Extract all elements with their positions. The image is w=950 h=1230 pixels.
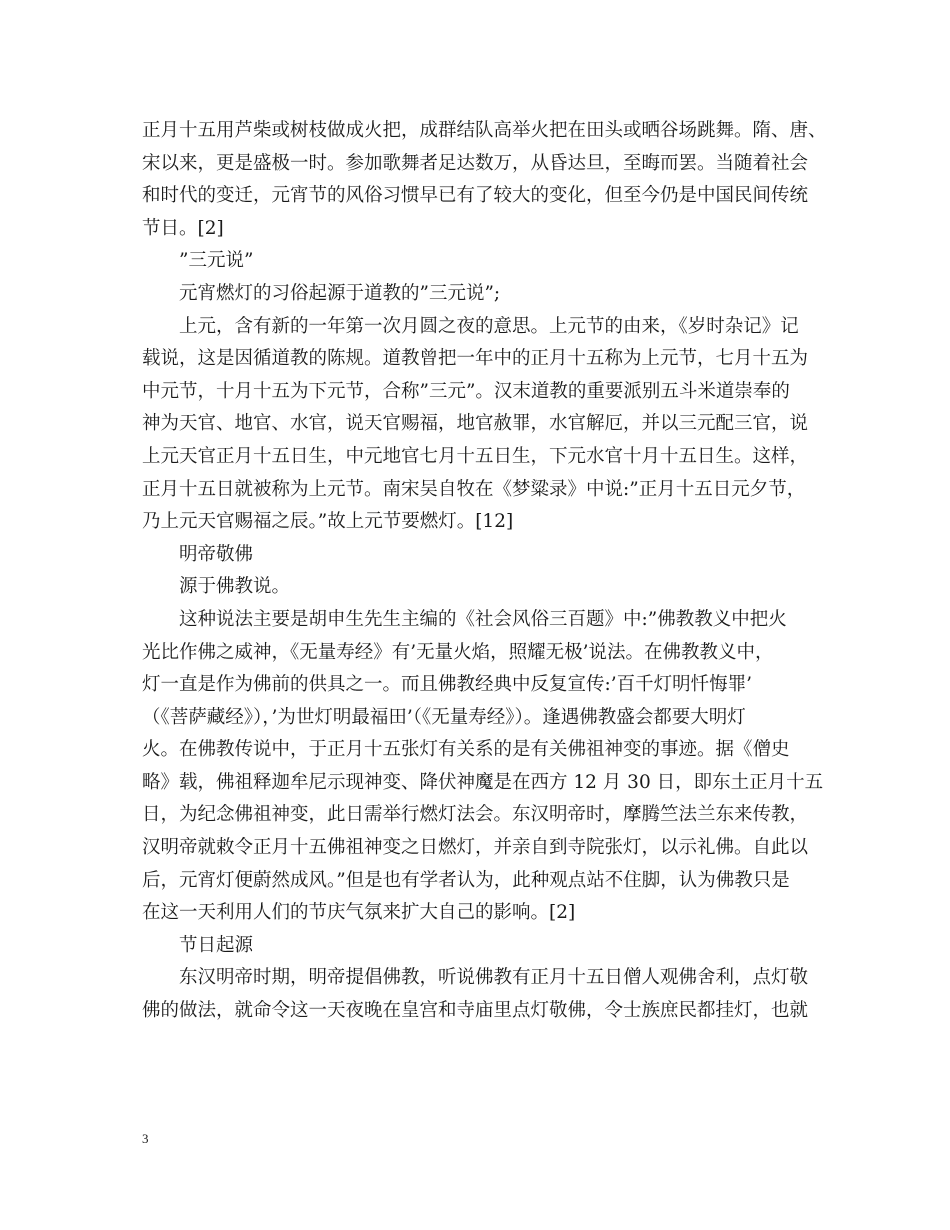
text-line: 载说，这是因循道教的陈规。道教曾把一年中的正月十五称为上元节，七月十五为 — [142, 348, 809, 370]
text-line: 东汉明帝时期，明帝提倡佛教，听说佛教有正月十五日僧人观佛舍利，点灯敬 — [179, 967, 809, 989]
text-line: 正月十五用芦柴或树枝做成火把，成群结队高举火把在田头或晒谷场跳舞。隋、唐、 — [142, 120, 827, 141]
text-line: 宋以来，更是盛极一时。参加歌舞者足达数万，从昏达旦，至晦而罢。当随着社会 — [142, 152, 809, 174]
text-line: 明帝敬佛 — [179, 543, 254, 565]
text-line: 源于佛教说。 — [179, 576, 291, 598]
text-line: 灯一直是作为佛前的供具之一。而且佛教经典中反复宣传:’百千灯明忏悔罪’ — [142, 674, 752, 696]
text-line: 佛的做法，就命令这一天夜晚在皇宫和寺庙里点灯敬佛，令士族庶民都挂灯，也就 — [142, 1000, 809, 1022]
text-line: 在这一天利用人们的节庆气氛来扩大自己的影响。[2] — [142, 902, 576, 924]
text-line: 中元节，十月十五为下元节，合称”三元”。汉末道教的重要派别五斗米道崇奉的 — [142, 380, 790, 402]
text-line: 和时代的变迁，元宵节的风俗习惯早已有了较大的变化，但至今仍是中国民间传统 — [142, 185, 809, 207]
text-line: 汉明帝就敕令正月十五佛祖神变之日燃灯，并亲自到寺院张灯，以示礼佛。自此以 — [142, 837, 809, 859]
page-number: 3 — [142, 1131, 149, 1146]
text-line: 正月十五日就被称为上元节。南宋吴自牧在《梦粱录》中说:”正月十五日元夕节， — [142, 478, 806, 500]
text-line: 略》载，佛祖释迦牟尼示现神变、降伏神魔是在西方 12 月 30 日，即东土正月十五 — [142, 771, 824, 793]
text-line: 光比作佛之威神，《无量寿经》有’无量火焰，照耀无极’说法。在佛教教义中， — [142, 641, 774, 663]
text-line: 日，为纪念佛祖神变，此日需举行燃灯法会。东汉明帝时，摩腾竺法兰东来传教， — [142, 804, 809, 826]
document-body-text — [142, 115, 827, 1028]
text-line: 节日起源 — [179, 934, 254, 956]
text-line: 乃上元天官赐福之辰。”故上元节要燃灯。[12] — [142, 511, 514, 533]
text-line: 这种说法主要是胡申生先生主编的《社会风俗三百题》中:”佛教教义中把火 — [179, 608, 787, 630]
text-line: 后，元宵灯便蔚然成风。”但是也有学者认为，此种观点站不住脚，认为佛教只是 — [142, 869, 790, 891]
text-line: 上元天官正月十五日生，中元地官七月十五日生，下元水官十月十五日生。这样， — [142, 445, 809, 467]
text-line: 上元，含有新的一年第一次月圆之夜的意思。上元节的由来，《岁时杂记》记 — [179, 315, 799, 337]
text-line: 火。在佛教传说中，于正月十五张灯有关系的是有关佛祖神变的事迹。据《僧史 — [142, 739, 790, 761]
text-line: 节日。[2] — [142, 217, 224, 239]
text-line: 神为天官、地官、水官，说天官赐福，地官赦罪，水官解厄，并以三元配三官，说 — [142, 413, 809, 435]
text-line: （《菩萨藏经》），’为世灯明最福田’（《无量寿经》）。逢遇佛教盛会都要大明灯 — [142, 706, 746, 728]
text-line: 元宵燃灯的习俗起源于道教的”三元说”; — [179, 282, 501, 304]
text-line: ”三元说” — [179, 250, 254, 272]
